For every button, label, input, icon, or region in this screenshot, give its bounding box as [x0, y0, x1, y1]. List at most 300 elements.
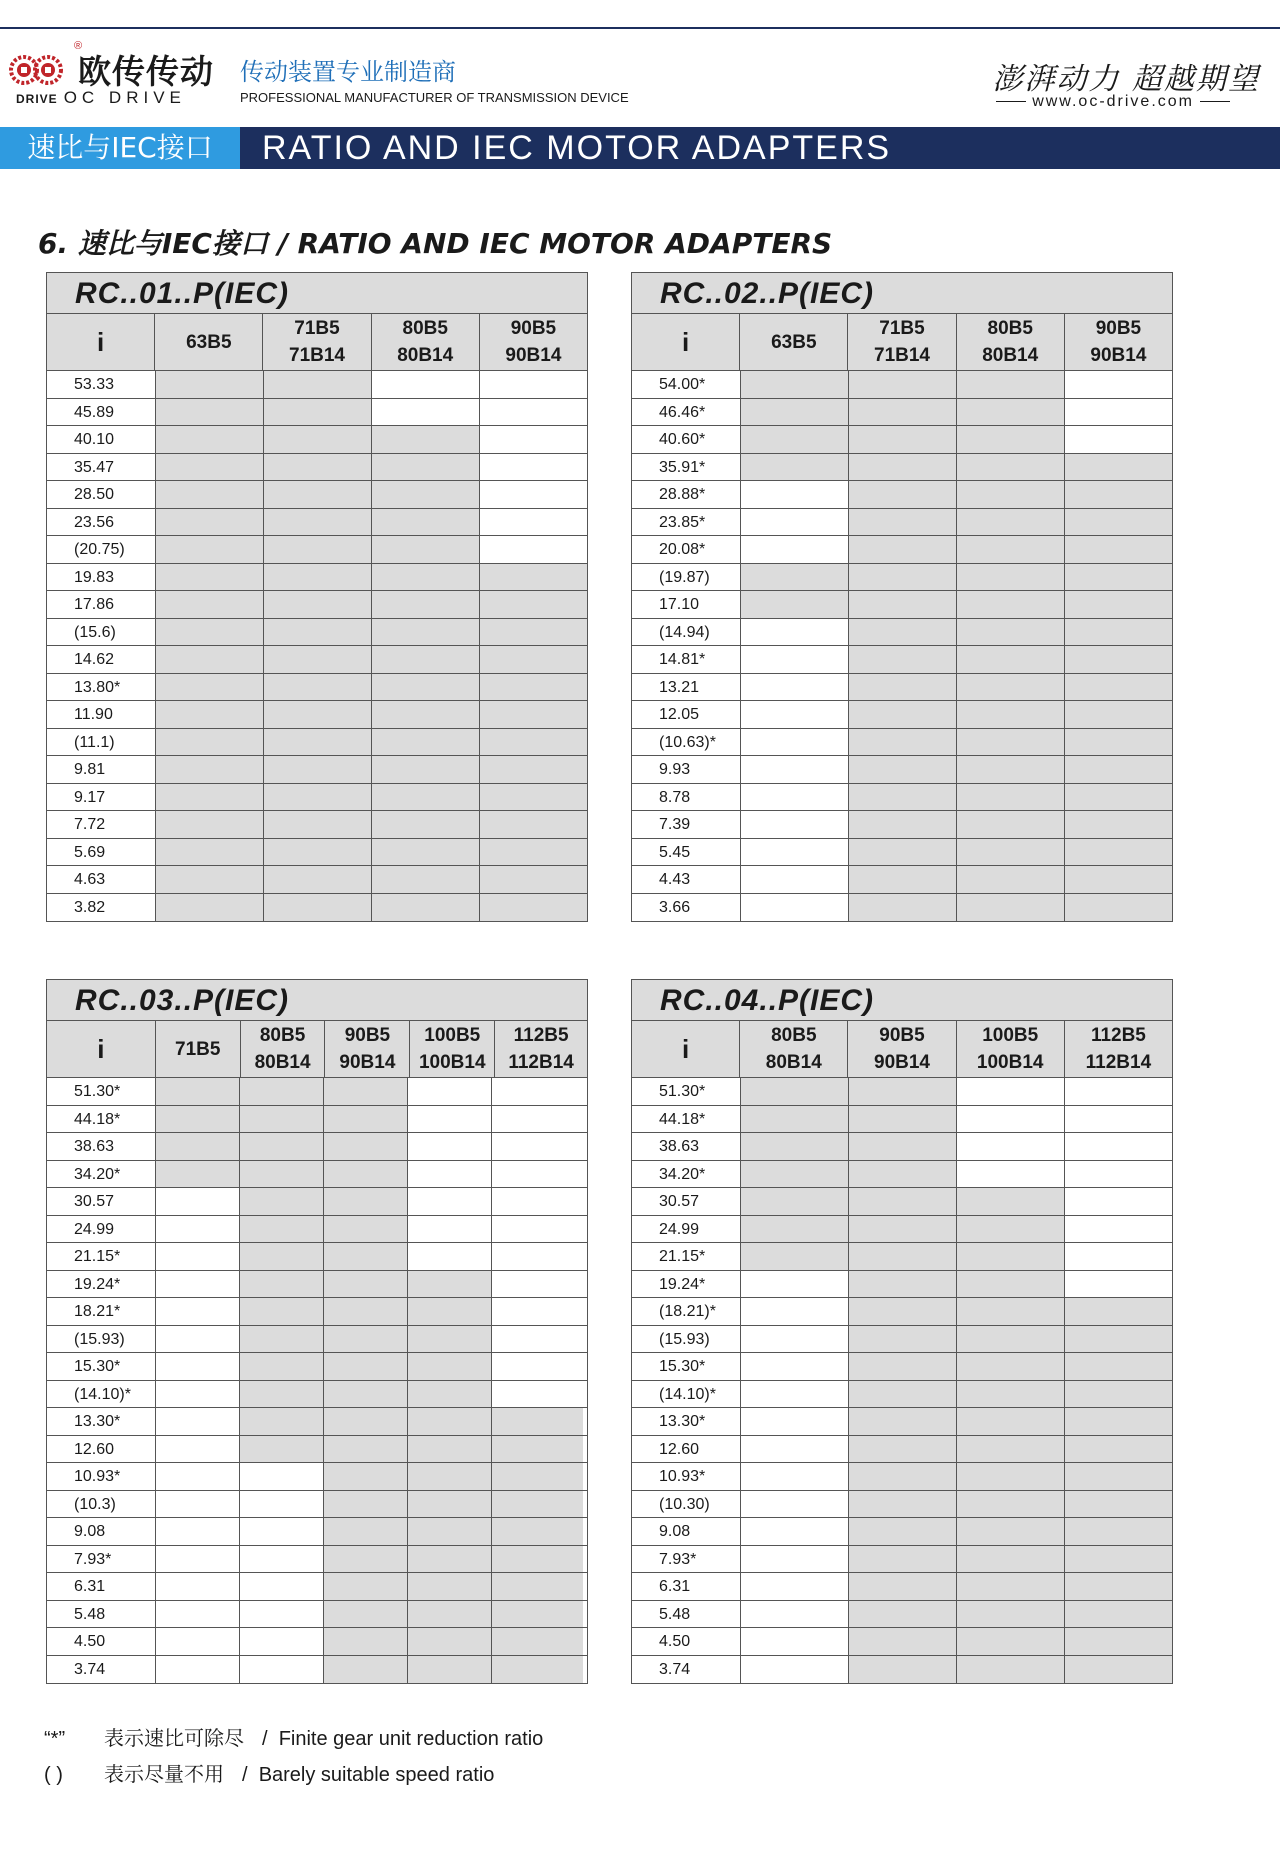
available-cell	[848, 839, 956, 866]
available-cell	[956, 1628, 1064, 1655]
table-header	[632, 314, 1172, 371]
ratio-value: 6.31	[47, 1573, 155, 1600]
available-cell	[155, 454, 263, 481]
unavailable-cell	[479, 371, 587, 398]
legend-text-en: Finite gear unit reduction ratio	[278, 1728, 544, 1750]
available-cell	[1064, 1573, 1172, 1600]
unavailable-cell	[371, 399, 479, 426]
available-cell	[479, 674, 587, 701]
available-cell	[1064, 591, 1172, 618]
ratio-value: (15.93)	[47, 1326, 155, 1353]
ratio-value: 19.24*	[47, 1271, 155, 1298]
available-cell	[371, 784, 479, 811]
available-cell	[1064, 481, 1172, 508]
flange-label: 80B14	[982, 345, 1039, 366]
unavailable-cell	[740, 811, 848, 838]
ratio-value: 35.47	[47, 454, 155, 481]
ratio-value: 19.83	[47, 564, 155, 591]
available-cell	[848, 1436, 956, 1463]
ratio-value: 5.48	[47, 1601, 155, 1628]
available-cell	[407, 1656, 491, 1684]
available-cell	[479, 729, 587, 756]
available-cell	[239, 1133, 323, 1160]
flange-label: 112B5	[1090, 1025, 1146, 1046]
ratio-value: 30.57	[632, 1188, 740, 1215]
unavailable-cell	[491, 1271, 583, 1298]
available-cell	[956, 1243, 1064, 1270]
available-cell	[155, 591, 263, 618]
slogan-cn: 传动装置专业制造商	[240, 58, 456, 86]
available-cell	[155, 756, 263, 783]
available-cell	[491, 1436, 583, 1463]
available-cell	[371, 756, 479, 783]
table-row	[47, 1381, 587, 1409]
legend-text-en: Barely suitable speed ratio	[258, 1764, 495, 1786]
available-cell	[239, 1161, 323, 1188]
table-row	[47, 1436, 587, 1464]
flange-label: 90B14	[874, 1052, 930, 1073]
table-row	[47, 1326, 587, 1354]
unavailable-cell	[239, 1656, 323, 1684]
ratio-value: 4.50	[47, 1628, 155, 1655]
unavailable-cell	[155, 1491, 239, 1518]
unavailable-cell	[740, 784, 848, 811]
available-cell	[848, 1106, 956, 1133]
available-cell	[848, 1546, 956, 1573]
table-row	[632, 1188, 1172, 1216]
available-cell	[323, 1298, 407, 1325]
unavailable-cell	[740, 839, 848, 866]
unavailable-cell	[479, 481, 587, 508]
unavailable-cell	[155, 1463, 239, 1490]
ratio-value: 4.43	[632, 866, 740, 893]
ratio-value: 51.30*	[47, 1078, 155, 1105]
ratio-value: 3.82	[47, 894, 155, 922]
table-row	[47, 1628, 587, 1656]
flange-column-header	[956, 314, 1064, 370]
ratio-value: 3.66	[632, 894, 740, 922]
unavailable-cell	[155, 1518, 239, 1545]
available-cell	[848, 399, 956, 426]
table-row	[47, 1573, 587, 1601]
ratio-value: 7.39	[632, 811, 740, 838]
available-cell	[239, 1298, 323, 1325]
ratio-value: 9.17	[47, 784, 155, 811]
table-row	[632, 564, 1172, 592]
available-cell	[956, 866, 1064, 893]
available-cell	[155, 1106, 239, 1133]
table-row	[632, 729, 1172, 757]
unavailable-cell	[740, 1353, 848, 1380]
unavailable-cell	[740, 1601, 848, 1628]
flange-label: 80B14	[254, 1052, 311, 1073]
available-cell	[848, 1656, 956, 1684]
unavailable-cell	[1064, 426, 1172, 453]
available-cell	[155, 426, 263, 453]
ratio-value: 15.30*	[47, 1353, 155, 1380]
unavailable-cell	[1064, 371, 1172, 398]
table-row	[632, 839, 1172, 867]
available-cell	[407, 1436, 491, 1463]
ratio-value: 13.30*	[47, 1408, 155, 1435]
ratio-value: 24.99	[47, 1216, 155, 1243]
available-cell	[371, 454, 479, 481]
brand-logo	[8, 40, 228, 110]
available-cell	[407, 1601, 491, 1628]
flange-label: 90B14	[505, 345, 562, 366]
unavailable-cell	[239, 1628, 323, 1655]
legend-symbol: ( )	[44, 1764, 63, 1786]
available-cell	[1064, 1326, 1172, 1353]
available-cell	[848, 674, 956, 701]
available-cell	[479, 619, 587, 646]
available-cell	[479, 646, 587, 673]
flange-label: 71B5	[879, 318, 925, 339]
flange-label: 71B5	[175, 1038, 221, 1060]
flange-label: 71B14	[289, 345, 345, 366]
unavailable-cell	[239, 1491, 323, 1518]
flange-label: 100B14	[418, 1052, 486, 1073]
ratio-value: 10.93*	[632, 1463, 740, 1490]
available-cell	[491, 1408, 583, 1435]
ratio-value: 53.33	[47, 371, 155, 398]
available-cell	[239, 1188, 323, 1215]
available-cell	[956, 811, 1064, 838]
table-row	[47, 784, 587, 812]
flange-column-header	[155, 1021, 240, 1077]
ratio-value: 9.08	[632, 1518, 740, 1545]
available-cell	[1064, 811, 1172, 838]
ratio-value: (10.3)	[47, 1491, 155, 1518]
ratio-value: 38.63	[47, 1133, 155, 1160]
unavailable-cell	[491, 1133, 583, 1160]
brand-name-en	[16, 88, 186, 108]
available-cell	[848, 619, 956, 646]
available-cell	[1064, 1491, 1172, 1518]
unavailable-cell	[239, 1546, 323, 1573]
available-cell	[956, 371, 1064, 398]
flange-label: 112B14	[508, 1052, 574, 1073]
ratio-value: 44.18*	[632, 1106, 740, 1133]
table-row	[632, 1353, 1172, 1381]
available-cell	[239, 1078, 323, 1105]
ratio-value: 54.00*	[632, 371, 740, 398]
unavailable-cell	[1064, 1106, 1172, 1133]
flange-column-header	[847, 1021, 955, 1077]
ratio-value: 14.81*	[632, 646, 740, 673]
flange-label: 80B5	[402, 318, 448, 339]
website-text: www.oc-drive.com	[1032, 93, 1194, 110]
motto: 澎湃动力 超越期望	[992, 62, 1260, 97]
flange-label: 80B5	[771, 1025, 817, 1046]
unavailable-cell	[740, 1463, 848, 1490]
available-cell	[848, 1353, 956, 1380]
flange-label: 112B14	[1085, 1052, 1152, 1073]
ratio-value: 13.30*	[632, 1408, 740, 1435]
available-cell	[956, 1656, 1064, 1684]
table-row	[47, 1161, 587, 1189]
unavailable-cell	[407, 1188, 491, 1215]
available-cell	[155, 1161, 239, 1188]
available-cell	[491, 1491, 583, 1518]
available-cell	[371, 536, 479, 563]
flange-column-header	[240, 1021, 325, 1077]
available-cell	[848, 1381, 956, 1408]
unavailable-cell	[740, 1298, 848, 1325]
ratio-value: 6.31	[632, 1573, 740, 1600]
flange-label: 100B14	[976, 1052, 1044, 1073]
table-header	[47, 314, 587, 371]
flange-column-header	[154, 314, 262, 370]
available-cell	[371, 481, 479, 508]
available-cell	[371, 674, 479, 701]
available-cell	[263, 674, 371, 701]
unavailable-cell	[239, 1463, 323, 1490]
table-row	[632, 811, 1172, 839]
available-cell	[848, 701, 956, 728]
available-cell	[1064, 784, 1172, 811]
available-cell	[155, 784, 263, 811]
ratio-value: (14.94)	[632, 619, 740, 646]
available-cell	[848, 1491, 956, 1518]
unavailable-cell	[155, 1573, 239, 1600]
ratio-value: 10.93*	[47, 1463, 155, 1490]
available-cell	[239, 1436, 323, 1463]
unavailable-cell	[740, 729, 848, 756]
available-cell	[848, 1628, 956, 1655]
unavailable-cell	[371, 371, 479, 398]
ratio-value: 3.74	[632, 1656, 740, 1684]
ratio-value: 40.60*	[632, 426, 740, 453]
available-cell	[407, 1491, 491, 1518]
unavailable-cell	[479, 399, 587, 426]
table-row	[47, 1546, 587, 1574]
available-cell	[956, 1216, 1064, 1243]
brand-name-small: DRIVE	[16, 92, 58, 106]
available-cell	[263, 701, 371, 728]
available-cell	[956, 1463, 1064, 1490]
table-row	[47, 756, 587, 784]
flange-label: 71B5	[294, 318, 340, 339]
available-cell	[740, 1216, 848, 1243]
table-row	[47, 1078, 587, 1106]
table-row	[47, 894, 587, 922]
unavailable-cell	[491, 1353, 583, 1380]
available-cell	[323, 1573, 407, 1600]
available-cell	[323, 1408, 407, 1435]
ratio-value: 45.89	[47, 399, 155, 426]
available-cell	[956, 1326, 1064, 1353]
unavailable-cell	[155, 1601, 239, 1628]
available-cell	[956, 1381, 1064, 1408]
available-cell	[407, 1326, 491, 1353]
unavailable-cell	[479, 509, 587, 536]
website-link[interactable]	[990, 93, 1236, 111]
table-row	[47, 619, 587, 647]
unavailable-cell	[740, 619, 848, 646]
unavailable-cell	[1064, 1271, 1172, 1298]
unavailable-cell	[155, 1628, 239, 1655]
flange-label: 90B5	[879, 1025, 925, 1046]
unavailable-cell	[956, 1106, 1064, 1133]
available-cell	[371, 646, 479, 673]
table-row	[47, 701, 587, 729]
available-cell	[491, 1656, 583, 1684]
unavailable-cell	[407, 1161, 491, 1188]
flange-column-header	[956, 1021, 1064, 1077]
available-cell	[407, 1353, 491, 1380]
available-cell	[740, 1161, 848, 1188]
unavailable-cell	[740, 481, 848, 508]
unavailable-cell	[956, 1133, 1064, 1160]
unavailable-cell	[956, 1161, 1064, 1188]
unavailable-cell	[740, 1573, 848, 1600]
unavailable-cell	[740, 536, 848, 563]
available-cell	[155, 371, 263, 398]
available-cell	[956, 894, 1064, 922]
unavailable-cell	[740, 1271, 848, 1298]
ratio-value: 35.91*	[632, 454, 740, 481]
available-cell	[1064, 1408, 1172, 1435]
available-cell	[323, 1188, 407, 1215]
available-cell	[848, 1573, 956, 1600]
available-cell	[407, 1546, 491, 1573]
table-row	[47, 1491, 587, 1519]
unavailable-cell	[740, 1381, 848, 1408]
flange-column-header	[739, 314, 847, 370]
available-cell	[956, 646, 1064, 673]
ratio-value: 24.99	[632, 1216, 740, 1243]
table-row	[632, 1408, 1172, 1436]
available-cell	[956, 619, 1064, 646]
flange-label: 112B5	[513, 1025, 569, 1046]
flange-label: 90B5	[1095, 318, 1142, 339]
available-cell	[323, 1271, 407, 1298]
available-cell	[956, 1408, 1064, 1435]
available-cell	[323, 1491, 407, 1518]
ratio-value: (18.21)*	[632, 1298, 740, 1325]
available-cell	[263, 509, 371, 536]
available-cell	[371, 729, 479, 756]
table-row	[47, 371, 587, 399]
ratio-value: 34.20*	[47, 1161, 155, 1188]
unavailable-cell	[407, 1078, 491, 1105]
unavailable-cell	[740, 1436, 848, 1463]
unavailable-cell	[491, 1161, 583, 1188]
available-cell	[371, 591, 479, 618]
available-cell	[1064, 646, 1172, 673]
available-cell	[848, 756, 956, 783]
ratio-value: 5.45	[632, 839, 740, 866]
available-cell	[848, 1216, 956, 1243]
flange-label: 63B5	[186, 331, 232, 353]
slogan-en: PROFESSIONAL MANUFACTURER OF TRANSMISSION DEVICE	[240, 90, 629, 105]
available-cell	[479, 839, 587, 866]
band-title-en: RATIO AND IEC MOTOR ADAPTERS	[262, 129, 892, 167]
available-cell	[323, 1078, 407, 1105]
table-row	[47, 426, 587, 454]
table-row	[47, 1463, 587, 1491]
unavailable-cell	[740, 646, 848, 673]
available-cell	[1064, 674, 1172, 701]
unavailable-cell	[479, 536, 587, 563]
unavailable-cell	[155, 1271, 239, 1298]
flange-column-header	[847, 314, 955, 370]
available-cell	[323, 1518, 407, 1545]
table-row	[47, 866, 587, 894]
table-row	[47, 1601, 587, 1629]
available-cell	[155, 866, 263, 893]
available-cell	[956, 674, 1064, 701]
flange-column-header	[739, 1021, 847, 1077]
available-cell	[323, 1546, 407, 1573]
section-title: 6. 速比与IEC接口 / RATIO AND IEC MOTOR ADAPTERS	[38, 227, 833, 260]
available-cell	[155, 894, 263, 922]
available-cell	[1064, 1436, 1172, 1463]
flange-label: 90B5	[510, 318, 557, 339]
available-cell	[239, 1243, 323, 1270]
available-cell	[848, 481, 956, 508]
table-row	[47, 1518, 587, 1546]
available-cell	[848, 1078, 956, 1105]
available-cell	[479, 701, 587, 728]
ratio-value: 13.80*	[47, 674, 155, 701]
table-row	[632, 1518, 1172, 1546]
available-cell	[155, 536, 263, 563]
flange-label: 80B14	[397, 345, 454, 366]
ratio-value: 5.69	[47, 839, 155, 866]
available-cell	[371, 701, 479, 728]
available-cell	[848, 646, 956, 673]
available-cell	[155, 509, 263, 536]
table-row	[47, 1216, 587, 1244]
available-cell	[848, 371, 956, 398]
available-cell	[956, 839, 1064, 866]
available-cell	[155, 839, 263, 866]
available-cell	[848, 426, 956, 453]
table-row	[47, 1298, 587, 1326]
available-cell	[956, 454, 1064, 481]
ratio-value: 44.18*	[47, 1106, 155, 1133]
available-cell	[740, 371, 848, 398]
flange-column-header	[1064, 1021, 1172, 1077]
ratio-value: 4.63	[47, 866, 155, 893]
available-cell	[1064, 756, 1172, 783]
ratio-value: 34.20*	[632, 1161, 740, 1188]
available-cell	[848, 591, 956, 618]
available-cell	[155, 674, 263, 701]
flange-label: 90B14	[339, 1052, 396, 1073]
table-row	[47, 481, 587, 509]
available-cell	[155, 701, 263, 728]
available-cell	[371, 811, 479, 838]
flange-column-header	[409, 1021, 494, 1077]
available-cell	[956, 756, 1064, 783]
unavailable-cell	[491, 1298, 583, 1325]
available-cell	[263, 399, 371, 426]
table-row	[632, 1078, 1172, 1106]
table-title: RC..01..P(IEC)	[47, 273, 587, 314]
unavailable-cell	[491, 1078, 583, 1105]
available-cell	[1064, 839, 1172, 866]
ratio-value: 20.08*	[632, 536, 740, 563]
table-row	[632, 481, 1172, 509]
flange-label: 80B5	[987, 318, 1033, 339]
available-cell	[1064, 1656, 1172, 1684]
ratio-value: (19.87)	[632, 564, 740, 591]
available-cell	[1064, 1463, 1172, 1490]
available-cell	[956, 1546, 1064, 1573]
